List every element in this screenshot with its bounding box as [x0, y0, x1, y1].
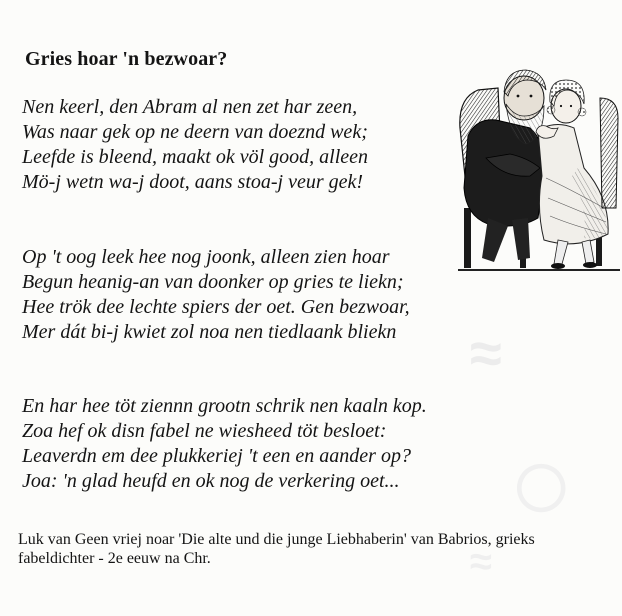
- poem-line: Begun heanig-an van doonker op gries te liekn;: [22, 271, 404, 293]
- poem-line: En har hee töt ziennn grootn schrik nen kaaln kop.: [22, 395, 427, 417]
- poem-line: Joa: 'n glad heufd en ok nog de verkering oet...: [22, 470, 400, 492]
- bleed-through-mark: ≈: [470, 321, 502, 386]
- poem-line: Was naar gek op ne deern van doeznd wek;: [22, 121, 368, 143]
- old-man-young-woman-illustration: [458, 58, 620, 272]
- attribution: [18, 530, 618, 568]
- poem-line: Hee trök dee lechte spiers der oet. Gen bezwoar,: [22, 296, 410, 318]
- bleed-through-mark: ≈: [470, 540, 492, 584]
- attribution-line: Luk van Geen vriej noar 'Die alte und die junge Liebhaberin' van Babrios, grieks: [18, 531, 535, 548]
- poem-line: Leefde is bleend, maakt ok völ good, alleen: [22, 146, 369, 168]
- poem-line: Mö-j wetn wa-j doot, aans stoa-j veur gek!: [22, 171, 364, 193]
- stanza-3: [22, 394, 427, 494]
- attribution-line: fabeldichter - 2e eeuw na Chr.: [18, 550, 211, 567]
- poem-title: Gries hoar 'n bezwoar?: [25, 48, 228, 70]
- poem-line: Nen keerl, den Abram al nen zet har zeen,: [22, 96, 358, 118]
- poem-line: Op 't oog leek hee nog joonk, alleen zien hoar: [22, 246, 390, 268]
- stanza-1: [22, 95, 368, 195]
- poem-line: Leaverdn em dee plukkeriej 't een en aander op?: [22, 445, 411, 467]
- bleed-through-mark: ○: [508, 422, 575, 545]
- poem-line: Mer dát bi-j kwiet zol noa nen tiedlaank bliekn: [22, 321, 397, 343]
- stanza-2: [22, 245, 410, 345]
- poem-line: Zoa hef ok disn fabel ne wiesheed töt besloet:: [22, 420, 387, 442]
